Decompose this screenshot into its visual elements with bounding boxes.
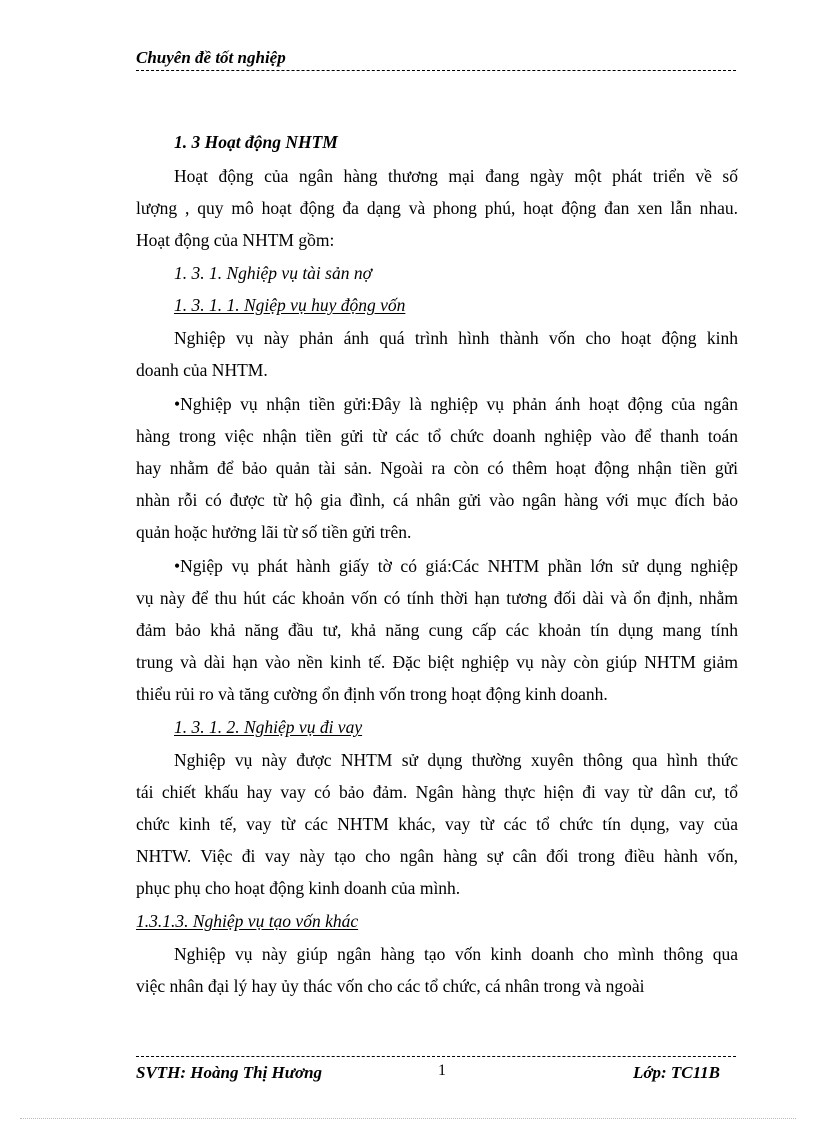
paragraph-line: Nghiệp vụ này phản ánh quá trình hình thành vốn cho hoạt động kinh [174,328,738,348]
paragraph-line: NHTW. Việc đi vay này tạo cho ngân hàng sự cân đối trong điều hành vốn, [136,846,738,866]
paragraph-line: chức kinh tế, vay từ các NHTM khác, vay từ các tổ chức tín dụng, vay của [136,814,738,834]
paragraph-line: Hoạt động của ngân hàng thương mại đang ngày một phát triển về số [174,166,738,186]
paragraph-line: việc nhân đại lý hay ủy thác vốn cho các tổ chức, cá nhân trong và ngoài [136,976,645,996]
paragraph-line: lượng , quy mô hoạt động đa dạng và phong phú, hoạt động đan xen lẫn nhau. [136,198,738,218]
paragraph-line: •Ngiệp vụ phát hành giấy tờ có giá:Các NHTM phần lớn sử dụng nghiệp [174,556,738,576]
paragraph-line: trung và dài hạn vào nền kinh tế. Đặc biệt nghiệp vụ này còn giúp NHTM giảm [136,652,738,672]
paragraph-line: doanh của NHTM. [136,360,268,380]
page-footer [136,1052,736,1092]
page-number: 1 [438,1062,446,1079]
footer-class: Lớp: TC11B [632,1063,720,1082]
heading-section-1-3-1-2: 1. 3. 1. 2. Nghiệp vụ đi vay [174,717,363,737]
header-divider [136,70,736,71]
heading-section-1-3-1-1: 1. 3. 1. 1. Ngiệp vụ huy động vốn [174,295,406,315]
heading-section-1-3-1: 1. 3. 1. Nghiệp vụ tài sản nợ [174,263,372,283]
paragraph-line: nhàn rỗi có được từ hộ gia đình, cá nhân gửi vào ngân hàng với mục đích bảo [136,490,738,510]
paragraph-line: phục phụ cho hoạt động kinh doanh của mình. [136,878,461,898]
footer-divider [136,1056,736,1057]
paragraph-line: hay nhằm để bảo quản tài sản. Ngoài ra còn có thêm hoạt động nhận tiền gửi [136,458,738,478]
paragraph-line: đảm bảo khả năng đầu tư, khả năng cung cấp các khoản tín dụng mang tính [136,620,738,640]
heading-section-1-3: 1. 3 Hoạt động NHTM [174,132,338,152]
heading-section-1-3-1-3: 1.3.1.3. Nghiệp vụ tạo vốn khác [136,911,359,931]
paragraph-line: tái chiết khấu hay vay có bảo đảm. Ngân hàng thực hiện đi vay từ dân cư, tổ [136,782,738,802]
paragraph-line: Nghiệp vụ này được NHTM sử dụng thường xuyên thông qua hình thức [174,750,738,770]
page-header [136,48,736,74]
paragraph-line: hàng trong việc nhận tiền gửi từ các tổ chức doanh nghiệp vào để thanh toán [136,426,738,446]
header-title: Chuyên đề tốt nghiệp [136,48,286,67]
paragraph-line: thiểu rủi ro và tăng cường ổn định vốn trong hoạt động kinh doanh. [136,684,608,704]
paragraph-line: quản hoặc hưởng lãi từ số tiền gửi trên. [136,522,412,542]
paragraph-line: Hoạt động của NHTM gồm: [136,230,335,250]
page-bottom-edge [20,1118,796,1119]
paragraph-line: Nghiệp vụ này giúp ngân hàng tạo vốn kinh doanh cho mình thông qua [174,944,738,964]
footer-author: SVTH: Hoàng Thị Hương [136,1063,323,1082]
paragraph-line: vụ này để thu hút các khoản vốn có tính thời hạn tương đối dài và ổn định, nhằm [136,588,738,608]
paragraph-line: •Nghiệp vụ nhận tiền gửi:Đây là nghiệp vụ phản ánh hoạt động của ngân [174,394,738,414]
